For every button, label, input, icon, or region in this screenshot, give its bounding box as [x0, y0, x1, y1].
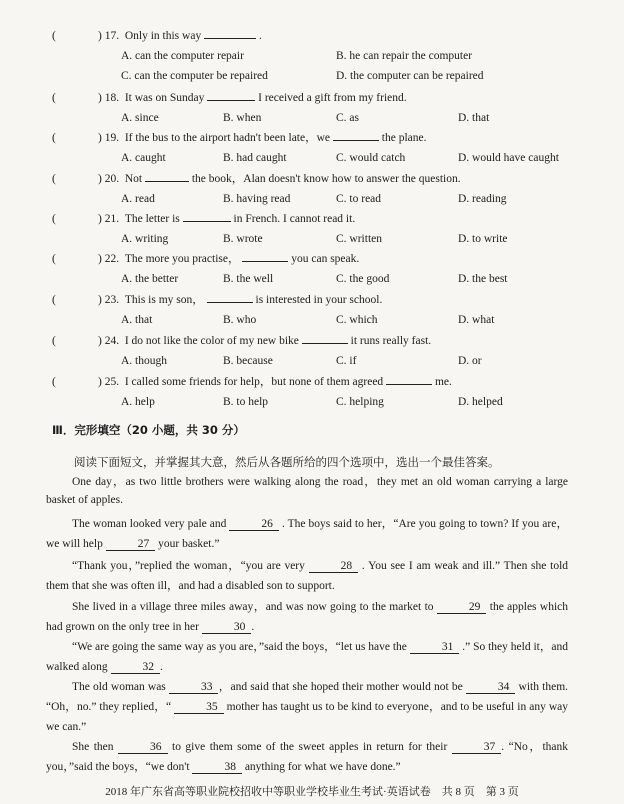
- answer-blank: [183, 211, 231, 222]
- blank-37: 37: [452, 741, 502, 754]
- blank-29: 29: [437, 601, 487, 614]
- question-text: in French. I cannot read it.: [233, 213, 356, 225]
- option-c: C. written: [336, 233, 382, 245]
- blank-26: 26: [229, 518, 279, 531]
- passage-text: to give them some of the sweet apples in return for their: [172, 741, 448, 753]
- option-b: B. who: [223, 314, 257, 326]
- question-number: ) 19.: [98, 132, 120, 144]
- passage-paragraph-5: [46, 637, 568, 677]
- question-stem: [52, 211, 355, 226]
- option-a: A. since: [121, 112, 159, 124]
- passage-text: She lived in a village three miles away，and was now going to the market to: [72, 601, 434, 613]
- blank-31: 31: [410, 641, 460, 654]
- option-a: A. read: [121, 193, 155, 205]
- question-number: ) 24.: [98, 335, 120, 347]
- question-text: The more you practise，: [124, 253, 240, 265]
- option-d: D. that: [458, 112, 490, 124]
- option-c: C. would catch: [336, 152, 406, 164]
- question-text: This is my son，: [124, 294, 204, 306]
- option-b: B. having read: [223, 193, 291, 205]
- blank-32: 32: [111, 661, 161, 674]
- passage-paragraph-2: [46, 514, 568, 554]
- section-instruction: 阅读下面短文，并掌握其大意，然后从各题所给的四个选项中，选出一个最佳答案。: [74, 455, 500, 469]
- question-stem: [52, 374, 452, 389]
- question-text: If the bus to the airport hadn't been late，we: [124, 132, 331, 144]
- passage-text: “Thank you，”replied the woman，“you are very: [72, 560, 305, 572]
- question-number: ) 18.: [98, 92, 120, 104]
- passage-text: The old woman was: [72, 681, 166, 693]
- passage-text: .: [251, 621, 255, 633]
- question-number: ) 23.: [98, 294, 120, 306]
- passage-text: ，and said that she hoped their mother would not be: [218, 681, 463, 693]
- option-a: A. that: [121, 314, 153, 326]
- option-b: B. he can repair the computer: [336, 50, 473, 62]
- question-text: Not: [124, 173, 143, 185]
- passage-paragraph-6: [46, 677, 568, 737]
- passage-text: mother has taught us to be kind to everyone，and to be useful in any way we can.”: [46, 701, 568, 733]
- option-d: D. reading: [458, 193, 507, 205]
- passage-text: your basket.”: [158, 538, 220, 550]
- option-c: C. to read: [336, 193, 382, 205]
- question-text: The letter is: [124, 213, 180, 225]
- blank-33: 33: [169, 681, 219, 694]
- answer-blank: [386, 374, 432, 385]
- question-text: I do not like the color of my new bike: [124, 335, 299, 347]
- answer-bracket: (: [52, 92, 56, 104]
- option-c: C. which: [336, 314, 378, 326]
- question-stem: [52, 251, 359, 266]
- option-b: B. when: [223, 112, 262, 124]
- passage-text: .” So they held it，and walked along: [46, 641, 568, 673]
- blank-35: 35: [174, 701, 224, 714]
- answer-bracket: (: [52, 376, 56, 388]
- answer-blank: [207, 90, 255, 101]
- option-b: B. to help: [223, 396, 269, 408]
- question-text: .: [258, 30, 262, 42]
- answer-blank: [333, 130, 379, 141]
- blank-34: 34: [466, 681, 516, 694]
- question-text: I called some friends for help，but none of them agreed: [124, 376, 384, 388]
- question-text: Only in this way: [124, 30, 202, 42]
- answer-blank: [302, 333, 348, 344]
- passage-text: . The boys said to her，“Are you going to town? If you are，we will help: [46, 518, 568, 550]
- question-text: the plane.: [381, 132, 427, 144]
- answer-bracket: (: [52, 30, 56, 42]
- question-stem: [52, 28, 262, 43]
- question-text: I received a gift from my friend.: [258, 92, 407, 104]
- question-text: you can speak.: [291, 253, 360, 265]
- answer-bracket: (: [52, 335, 56, 347]
- question-number: ) 17.: [98, 30, 120, 42]
- answer-blank: [204, 28, 256, 39]
- question-number: ) 25.: [98, 376, 120, 388]
- passage-paragraph-4: [46, 597, 568, 637]
- question-text: is interested in your school.: [255, 294, 383, 306]
- answer-bracket: (: [52, 132, 56, 144]
- passage-paragraph-7: [46, 737, 568, 777]
- passage-text: with them. “Oh，no.” they replied，“: [46, 681, 569, 713]
- option-b: B. because: [223, 355, 273, 367]
- blank-30: 30: [202, 621, 252, 634]
- question-text: the book，Alan doesn't know how to answer the question.: [191, 173, 461, 185]
- passage-text: “We are going the same way as you are，”said the boys，“let us have the: [72, 641, 407, 653]
- question-stem: [52, 292, 382, 307]
- option-c: C. can the computer be repaired: [121, 70, 268, 82]
- question-text: me.: [434, 376, 452, 388]
- option-c: C. helping: [336, 396, 384, 408]
- passage-text: .: [160, 661, 163, 673]
- answer-bracket: (: [52, 253, 56, 265]
- blank-38: 38: [192, 761, 242, 774]
- passage-text: . You see I am weak and ill.” Then she told them that she was often ill，and had a disabled son to support.: [46, 560, 569, 592]
- option-c: C. as: [336, 112, 359, 124]
- option-c: C. if: [336, 355, 357, 367]
- page-footer: 2018 年广东省高等职业院校招收中等职业学校毕业生考试·英语试卷 共 8 页 第 3 页: [105, 786, 519, 798]
- option-a: A. caught: [121, 152, 166, 164]
- question-number: ) 20.: [98, 173, 120, 185]
- answer-bracket: (: [52, 294, 56, 306]
- answer-blank: [145, 171, 189, 182]
- option-a: A. though: [121, 355, 167, 367]
- option-d: D. to write: [458, 233, 508, 245]
- passage-text: The woman looked very pale and: [72, 518, 227, 530]
- question-text: It was on Sunday: [124, 92, 205, 104]
- passage-text: the apples which had grown on the only tree in her: [46, 601, 568, 633]
- blank-27: 27: [106, 538, 156, 551]
- question-stem: [52, 171, 461, 186]
- option-b: B. the well: [223, 273, 274, 285]
- question-stem: [52, 90, 407, 105]
- option-d: D. or: [458, 355, 482, 367]
- option-a: A. the better: [121, 273, 179, 285]
- answer-blank: [242, 251, 288, 262]
- option-d: D. the best: [458, 273, 508, 285]
- option-a: A. can the computer repair: [121, 50, 244, 62]
- question-stem: [52, 130, 426, 145]
- option-b: B. had caught: [223, 152, 287, 164]
- option-a: A. writing: [121, 233, 169, 245]
- passage-paragraph-1: One day，as two little brothers were walking along the road，they met an old woman carrying a large basket of apples.: [46, 476, 568, 506]
- blank-28: 28: [309, 560, 359, 573]
- answer-bracket: (: [52, 173, 56, 185]
- option-b: B. wrote: [223, 233, 263, 245]
- passage-text: anything for what we have done.”: [244, 761, 401, 773]
- passage-text: She then: [72, 741, 114, 753]
- option-d: D. helped: [458, 396, 503, 408]
- option-d: D. what: [458, 314, 495, 326]
- answer-blank: [207, 292, 253, 303]
- passage-text: . “No，thank you，”said the boys，“we don't: [46, 741, 569, 773]
- question-stem: [52, 333, 431, 348]
- question-number: ) 21.: [98, 213, 120, 225]
- question-number: ) 22.: [98, 253, 120, 265]
- question-text: it runs really fast.: [350, 335, 432, 347]
- section-title: Ⅲ．完形填空（20 小题，共 30 分）: [52, 423, 245, 437]
- option-d: D. the computer can be repaired: [336, 70, 484, 82]
- option-c: C. the good: [336, 273, 390, 285]
- blank-36: 36: [118, 741, 168, 754]
- passage-paragraph-3: [46, 556, 568, 596]
- answer-bracket: (: [52, 213, 56, 225]
- option-a: A. help: [121, 396, 155, 408]
- option-d: D. would have caught: [458, 152, 559, 164]
